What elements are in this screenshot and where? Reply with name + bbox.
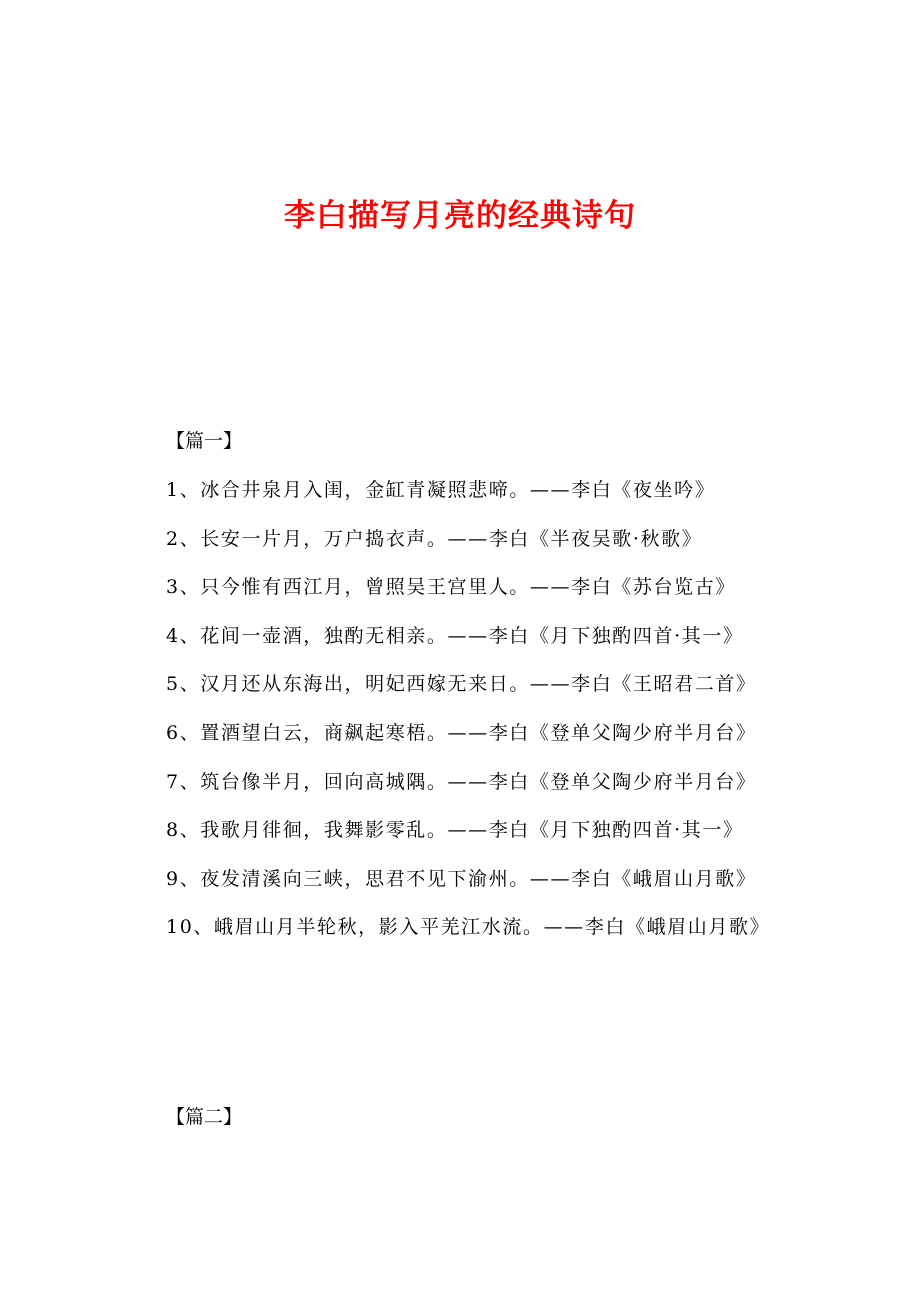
poem-line: 1、冰合井泉月入闺，金缸青凝照悲啼。——李白《夜坐吟》: [166, 479, 716, 501]
poem-list: [166, 475, 770, 961]
document-title: 李白描写月亮的经典诗句: [284, 198, 636, 234]
poem-line: 3、只今惟有西江月，曾照吴王宫里人。——李白《苏台览古》: [166, 576, 736, 599]
poem-line: 9、夜发清溪向三峡，思君不见下渝州。——李白《峨眉山月歌》: [166, 867, 757, 890]
poem-line: 2、长安一片月，万户捣衣声。——李白《半夜吴歌·秋歌》: [166, 527, 703, 550]
poem-line: 5、汉月还从东海出，明妃西嫁无来日。——李白《王昭君二首》: [166, 673, 757, 696]
section-heading-2: 【篇二】: [166, 1106, 243, 1128]
poem-line: 8、我歌月徘徊，我舞影零乱。——李白《月下独酌四首·其一》: [166, 819, 744, 842]
poem-line: 6、置酒望白云，商飙起寒梧。——李白《登单父陶少府半月台》: [166, 721, 757, 744]
section-heading-1: 【篇一】: [166, 430, 243, 452]
poem-line: 7、筑台像半月，回向高城隅。——李白《登单父陶少府半月台》: [166, 770, 757, 793]
poem-line: 4、花间一壶酒，独酌无相亲。——李白《月下独酌四首·其一》: [166, 624, 744, 647]
poem-line: 10、峨眉山月半轮秋，影入平羌江水流。——李白《峨眉山月歌》: [166, 916, 771, 939]
